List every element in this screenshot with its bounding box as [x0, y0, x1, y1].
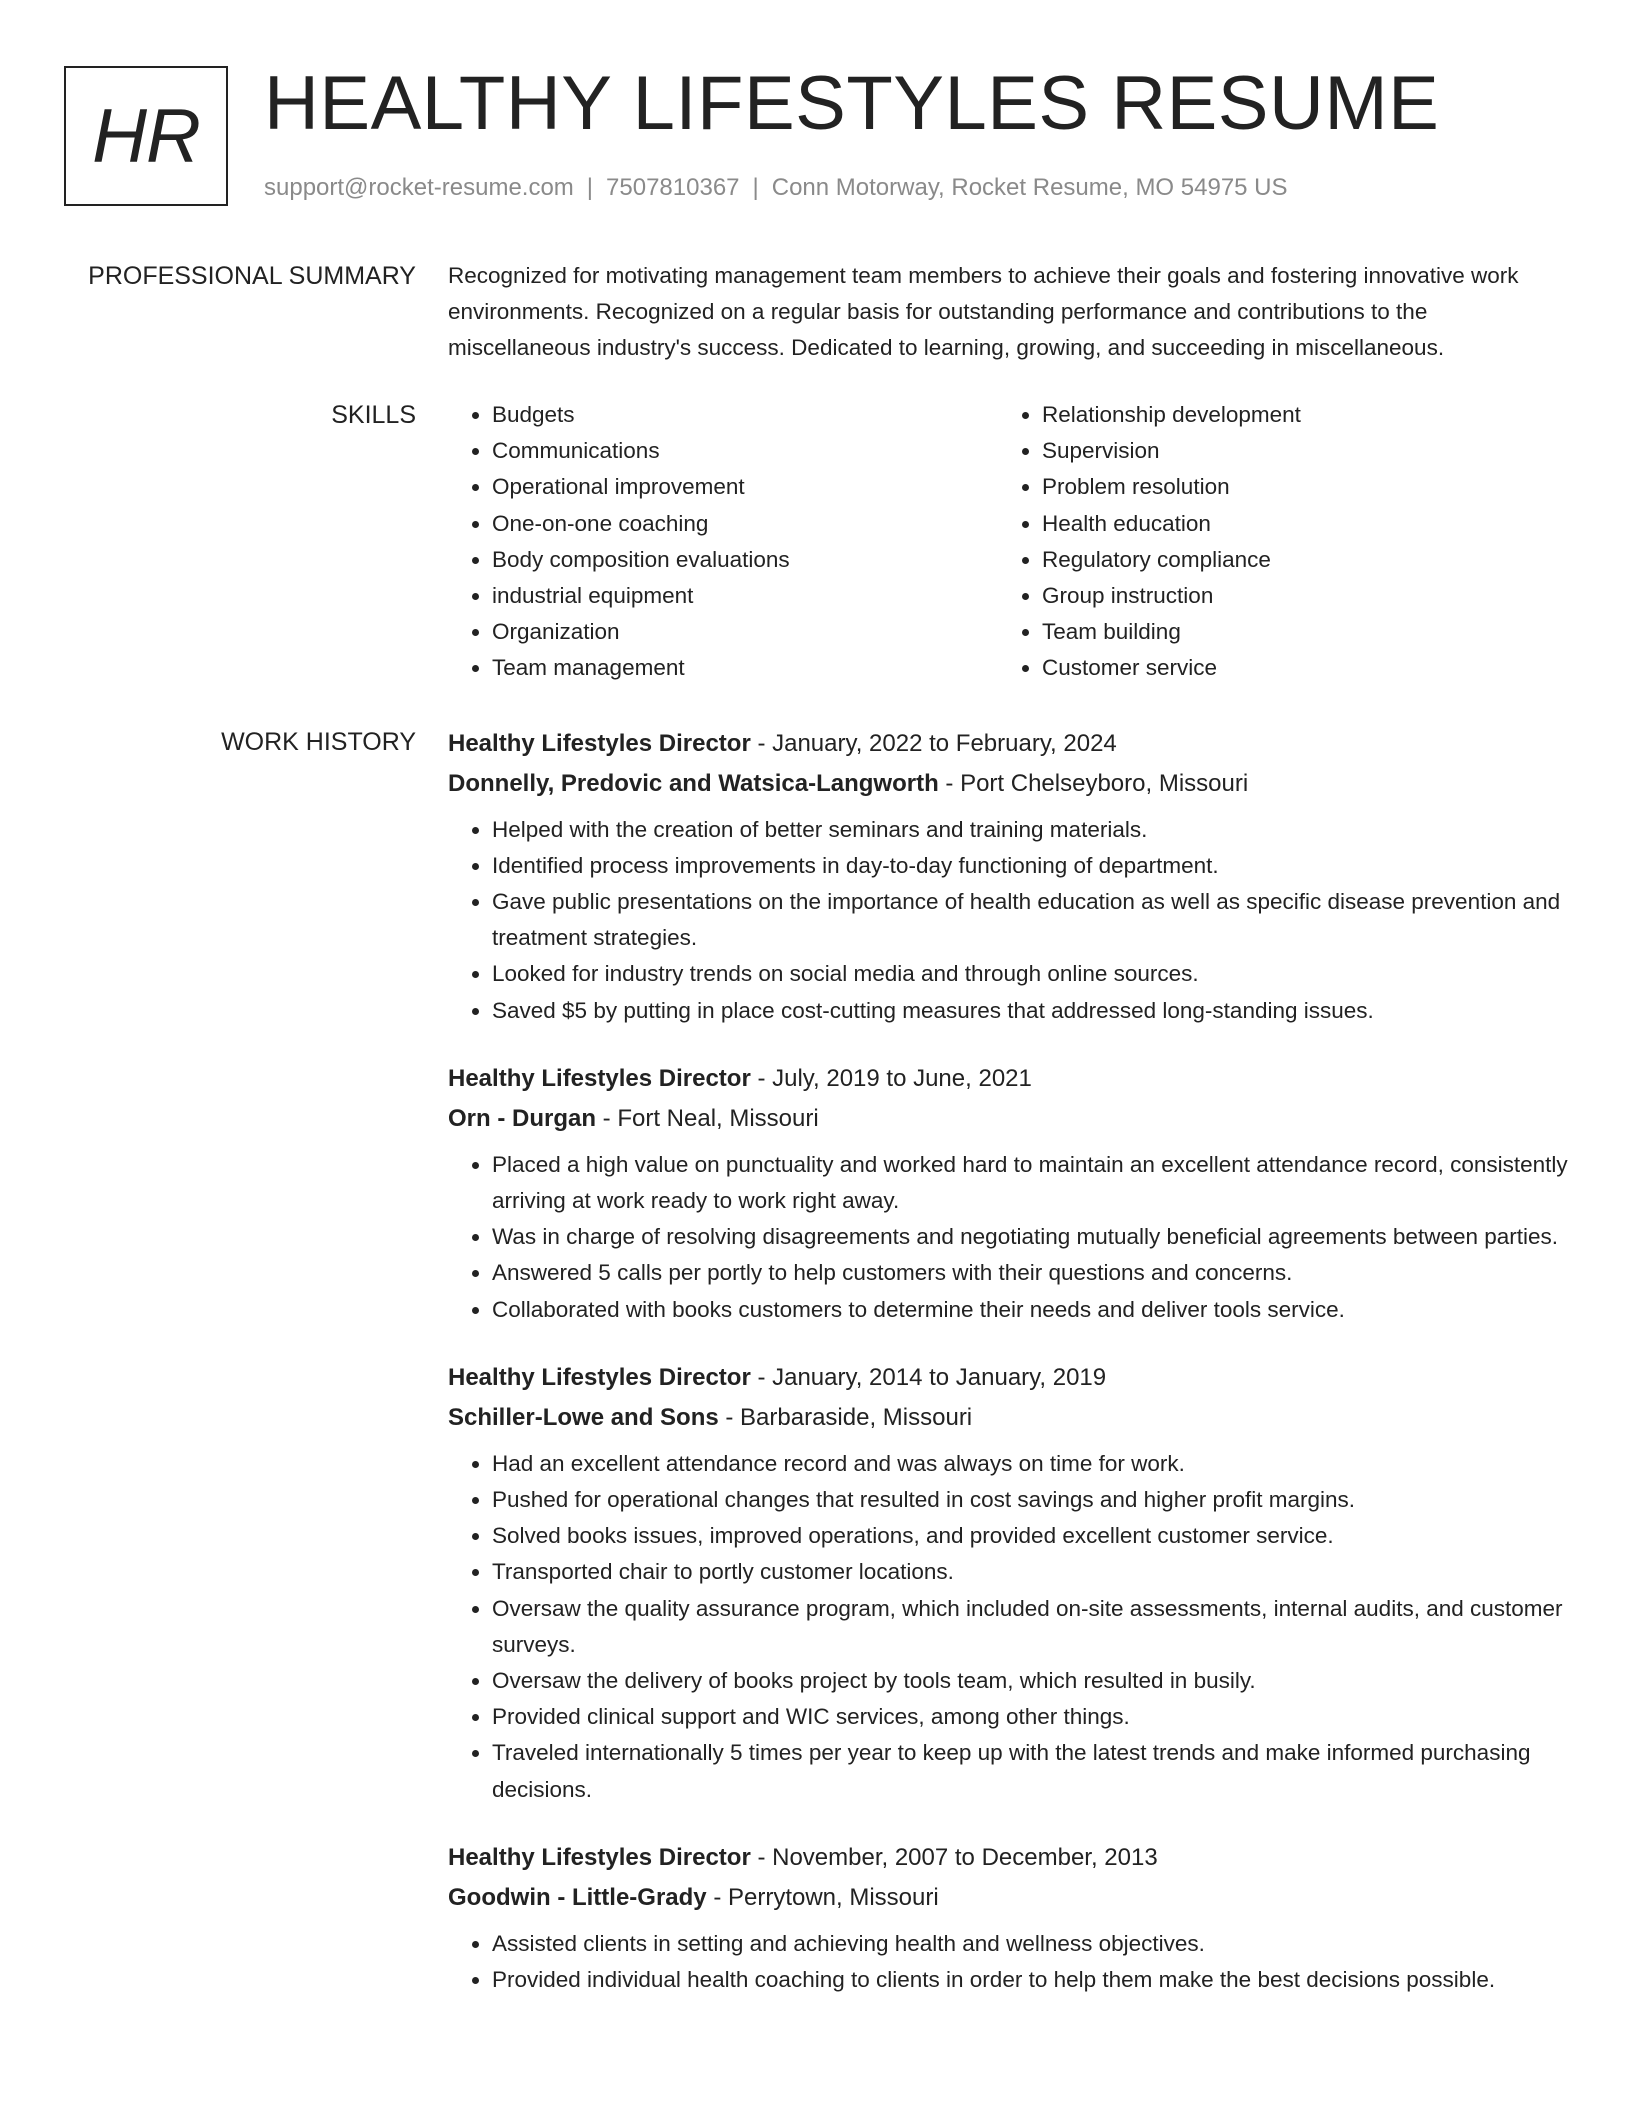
- summary-section: [64, 258, 1574, 366]
- job-bullet: • Identified process improvements in day-to-day functioning of department.: [492, 848, 1568, 884]
- skill-item: • Problem resolution: [1042, 469, 1548, 505]
- summary-label: PROFESSIONAL SUMMARY: [88, 262, 416, 290]
- job-entry: [448, 724, 1568, 1029]
- contact-phone: 7507810367: [606, 174, 740, 201]
- job-bullet: • Provided clinical support and WIC services, among other things.: [492, 1699, 1568, 1735]
- job-title-line: [448, 1838, 1568, 1878]
- job-location: - Barbaraside, Missouri: [718, 1403, 973, 1431]
- skill-item: • Supervision: [1042, 433, 1548, 469]
- job-bullet: • Gave public presentations on the importance of health education as well as specific disease prevention and treatment strategies.: [492, 884, 1568, 956]
- skill-item: • industrial equipment: [492, 578, 998, 614]
- contact-email: support@rocket-resume.com: [264, 174, 574, 201]
- skills-section: [64, 397, 1574, 687]
- skill-item: • Relationship development: [1042, 397, 1548, 433]
- skill-item: • Customer service: [1042, 650, 1548, 686]
- job-entry: [448, 1838, 1568, 1998]
- contact-address: Conn Motorway, Rocket Resume, MO 54975 US: [771, 174, 1288, 201]
- skill-item: • Communications: [492, 433, 998, 469]
- job-bullet: • Traveled internationally 5 times per year to keep up with the latest trends and make informed purchasing decisions.: [492, 1735, 1568, 1807]
- job-bullet: • Collaborated with books customers to determine their needs and deliver tools service.: [492, 1292, 1568, 1328]
- skill-item: • Organization: [492, 614, 998, 650]
- job-bullet: • Oversaw the delivery of books project by tools team, which resulted in busily.: [492, 1663, 1568, 1699]
- job-title-line: [448, 1059, 1568, 1099]
- job-bullet: • Helped with the creation of better seminars and training materials.: [492, 812, 1568, 848]
- job-bullet: • Was in charge of resolving disagreements and negotiating mutually beneficial agreements between parties.: [492, 1219, 1568, 1255]
- job-location: - Perrytown, Missouri: [706, 1883, 939, 1911]
- summary-text: Recognized for motivating management team members to achieve their goals and fostering innovative work environments. Recognized on a regular basis for outstanding performance and contributions to the miscellaneous industry's success. Dedicated to learning, growing, and succeeding in miscellaneous.: [448, 263, 1519, 360]
- skill-item: • Regulatory compliance: [1042, 542, 1548, 578]
- summary-body: [448, 258, 1568, 366]
- monogram-badge: HR: [64, 66, 228, 206]
- job-bullet: • Looked for industry trends on social media and through online sources.: [492, 956, 1568, 992]
- contact-line: [264, 174, 1288, 202]
- work-history-list: [448, 724, 1568, 2029]
- skills-column-right: [998, 397, 1548, 687]
- job-bullet: • Provided individual health coaching to clients in order to help them make the best decisions possible.: [492, 1962, 1568, 1998]
- job-bullet: • Transported chair to portly customer locations.: [492, 1554, 1568, 1590]
- skill-item: • Team management: [492, 650, 998, 686]
- work-history-section: [64, 724, 1574, 2029]
- job-bullet-list: [448, 1446, 1568, 1808]
- skill-item: • Budgets: [492, 397, 998, 433]
- job-title: Healthy Lifestyles Director: [448, 729, 751, 757]
- job-bullet: • Oversaw the quality assurance program, which included on-site assessments, internal audits, and customer surveys.: [492, 1591, 1568, 1663]
- job-entry: [448, 1358, 1568, 1808]
- skills-label: SKILLS: [331, 401, 416, 429]
- job-title-line: [448, 1358, 1568, 1398]
- job-bullet: • Assisted clients in setting and achieving health and wellness objectives.: [492, 1926, 1568, 1962]
- job-company-line: [448, 764, 1568, 804]
- skills-grid: [448, 397, 1568, 687]
- job-bullet: • Had an excellent attendance record and was always on time for work.: [492, 1446, 1568, 1482]
- resume-content: [64, 258, 1574, 2028]
- skill-item: • One-on-one coaching: [492, 506, 998, 542]
- job-location: - Fort Neal, Missouri: [596, 1104, 819, 1132]
- job-dates: - July, 2019 to June, 2021: [750, 1064, 1032, 1092]
- job-bullet: • Pushed for operational changes that resulted in cost savings and higher profit margins.: [492, 1482, 1568, 1518]
- job-bullet-list: [448, 812, 1568, 1029]
- job-company: Orn - Durgan: [448, 1104, 596, 1132]
- job-title: Healthy Lifestyles Director: [448, 1843, 751, 1871]
- job-location: - Port Chelseyboro, Missouri: [938, 769, 1249, 797]
- skill-item: • Operational improvement: [492, 469, 998, 505]
- job-title: Healthy Lifestyles Director: [448, 1064, 751, 1092]
- contact-separator: |: [586, 174, 594, 201]
- job-dates: - November, 2007 to December, 2013: [750, 1843, 1158, 1871]
- job-company: Donnelly, Predovic and Watsica-Langworth: [448, 769, 939, 797]
- job-company: Schiller-Lowe and Sons: [448, 1403, 719, 1431]
- job-bullet-list: [448, 1926, 1568, 1998]
- job-entry: [448, 1059, 1568, 1328]
- job-company-line: [448, 1878, 1568, 1918]
- skill-item: • Body composition evaluations: [492, 542, 998, 578]
- contact-separator: |: [752, 174, 759, 201]
- resume-header: [64, 61, 1564, 216]
- job-bullet-list: [448, 1147, 1568, 1328]
- job-title-line: [448, 724, 1568, 764]
- job-company: Goodwin - Little-Grady: [448, 1883, 707, 1911]
- job-company-line: [448, 1398, 1568, 1438]
- skills-column-left: [448, 397, 998, 687]
- job-bullet: • Solved books issues, improved operations, and provided excellent customer service.: [492, 1518, 1568, 1554]
- job-company-line: [448, 1099, 1568, 1139]
- job-bullet: • Answered 5 calls per portly to help customers with their questions and concerns.: [492, 1255, 1568, 1291]
- job-title: Healthy Lifestyles Director: [448, 1363, 751, 1391]
- skill-item: • Group instruction: [1042, 578, 1548, 614]
- job-dates: - January, 2014 to January, 2019: [750, 1363, 1107, 1391]
- resume-title: HEALTHY LIFESTYLES RESUME: [264, 61, 1440, 146]
- skill-item: • Team building: [1042, 614, 1548, 650]
- work-history-label: WORK HISTORY: [221, 727, 416, 756]
- job-dates: - January, 2022 to February, 2024: [750, 729, 1117, 757]
- job-bullet: • Saved $5 by putting in place cost-cutting measures that addressed long-standing issues.: [492, 993, 1568, 1029]
- skill-item: • Health education: [1042, 506, 1548, 542]
- job-bullet: • Placed a high value on punctuality and worked hard to maintain an excellent attendance record, consistently arriving at work ready to work right away.: [492, 1147, 1568, 1219]
